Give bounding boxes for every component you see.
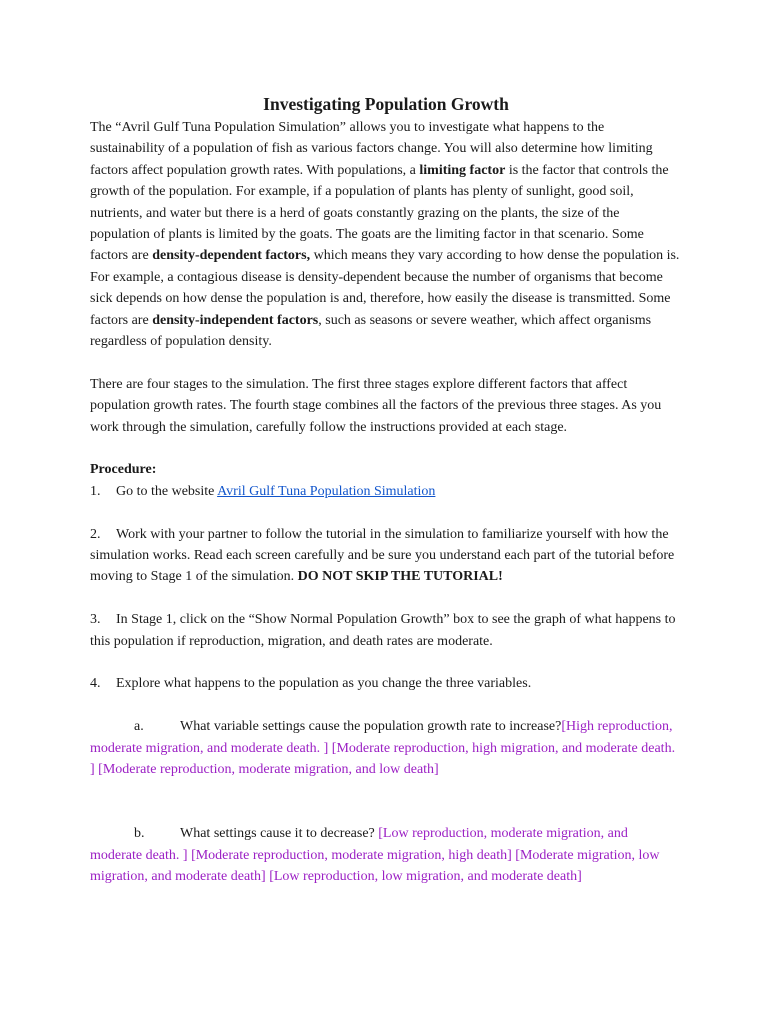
step-number: 3. bbox=[90, 612, 101, 628]
question-text: What variable settings cause the population growth rate to increase? bbox=[180, 719, 562, 735]
spacer bbox=[90, 781, 682, 802]
term-limiting-factor: limiting factor bbox=[419, 162, 506, 178]
document-page bbox=[90, 92, 682, 888]
question-a bbox=[90, 716, 682, 780]
intro-text-1: The “Avril Gulf Tuna Population Simulation” allows you to investigate what happens to the sustainability of a population of fish as various factors change. You will also determine how limiting factors affect population growth rates. With populations, a bbox=[90, 120, 653, 178]
step-text: Go to the website bbox=[116, 483, 218, 499]
spacer bbox=[90, 352, 682, 373]
do-not-skip-warning: DO NOT SKIP THE TUTORIAL! bbox=[297, 569, 503, 585]
step-2 bbox=[90, 524, 682, 588]
intro-text-2: is the factor that controls the growth of the population. For example, if a population of plants has plenty of sunlight, good soil, nutrients, and water but there is a herd of goats constantly grazing on the plants, the size of the population of plants is limited by the goats. The goats are the limiting factor in that scenario. Some factors are bbox=[90, 162, 669, 264]
intro-paragraph bbox=[90, 117, 682, 352]
step-number: 4. bbox=[90, 676, 101, 692]
step-1 bbox=[90, 481, 682, 502]
step-number: 2. bbox=[90, 526, 101, 542]
question-b bbox=[90, 823, 682, 887]
step-3 bbox=[90, 609, 682, 652]
answer-text: [Low reproduction, moderate migration, and moderate death. ] [Moderate reproduction, moderate migration, high death] [Moderate migration, low migration, and moderate death] [Low reproduction, low migration, and moderate death] bbox=[90, 826, 660, 885]
procedure-heading: Procedure: bbox=[90, 462, 157, 478]
answer-text: [High reproduction, moderate migration, and moderate death. ] [Moderate reproduction, high migration, and moderate death. ] [Moderate reproduction, moderate migration, and low death] bbox=[90, 719, 676, 778]
step-text: Work with your partner to follow the tutorial in the simulation to familiarize yourself with how the simulation works. Read each screen carefully and be sure you understand each part of the tutorial before moving to Stage 1 of the simulation. bbox=[90, 526, 675, 585]
spacer bbox=[90, 438, 682, 459]
spacer bbox=[90, 588, 682, 609]
term-density-independent: density-independent factors bbox=[152, 312, 319, 328]
step-text: Explore what happens to the population as you change the three variables. bbox=[116, 676, 532, 692]
term-density-dependent: density-dependent factors, bbox=[152, 248, 311, 264]
step-text: In Stage 1, click on the “Show Normal Population Growth” box to see the graph of what happens to this population if reproduction, migration, and death rates are moderate. bbox=[90, 612, 676, 649]
question-text: What settings cause it to decrease? bbox=[180, 826, 379, 842]
question-label: a. bbox=[134, 719, 144, 735]
simulation-link[interactable]: Avril Gulf Tuna Population Simulation bbox=[217, 483, 436, 499]
stages-paragraph: There are four stages to the simulation. The first three stages explore different factors that affect population growth rates. The fourth stage combines all the factors of the previous three stages. As you work through the simulation, carefully follow the instructions provided at each stage. bbox=[90, 376, 662, 435]
step-number: 1. bbox=[90, 483, 101, 499]
spacer bbox=[90, 695, 682, 716]
spacer bbox=[90, 802, 682, 823]
intro-text-4: , such as seasons or severe weather, which affect organisms regardless of population density. bbox=[90, 312, 652, 350]
step-4 bbox=[90, 673, 682, 694]
document-title: Investigating Population Growth bbox=[263, 94, 509, 114]
spacer bbox=[90, 502, 682, 523]
spacer bbox=[90, 652, 682, 673]
question-label: b. bbox=[134, 826, 145, 842]
intro-text-3: which means they vary according to how dense the population is. For example, a contagious disease is density-dependent because the number of organisms that become sick depends on how dense the population is and, therefore, how easily the disease is transmitted. Some factors are bbox=[90, 248, 680, 328]
